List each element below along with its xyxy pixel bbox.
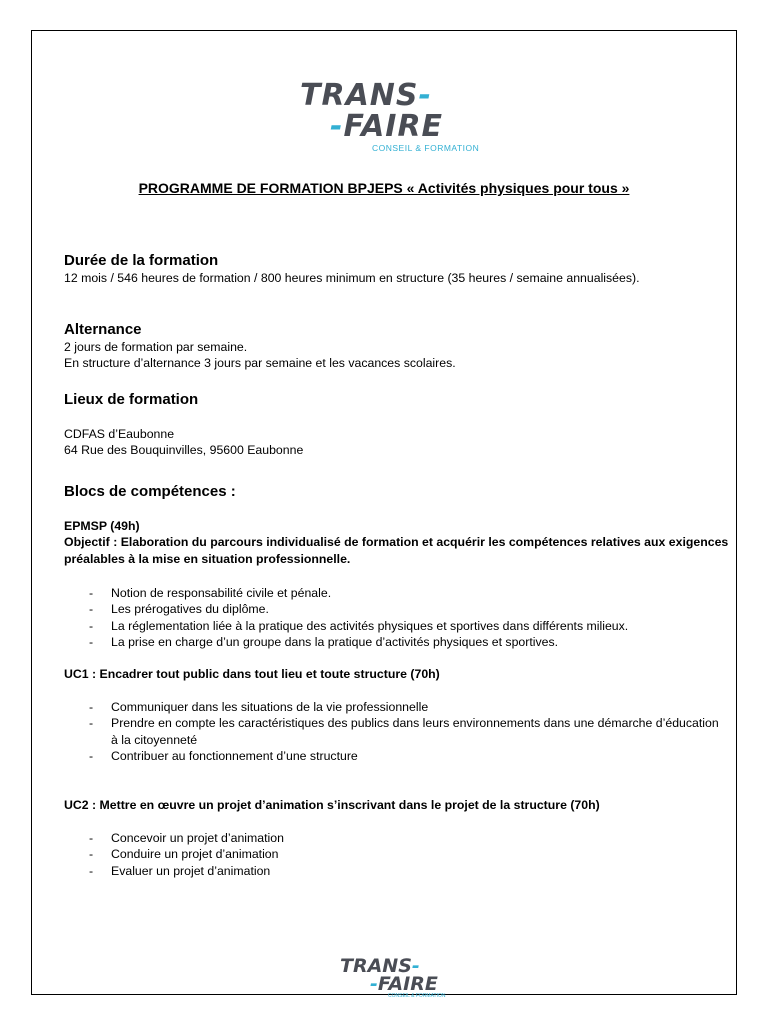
list-item: - Concevoir un projet d’animation (64, 830, 744, 846)
page-title: PROGRAMME DE FORMATION BPJEPS « Activités physiques pour tous » (138, 180, 630, 196)
list-item: - Contribuer au fonctionnement d’une structure (64, 748, 724, 764)
trans-faire-logo (300, 80, 479, 153)
section-lieux (64, 391, 744, 459)
alternance-heading: Alternance (64, 321, 142, 338)
trans-faire-footer-logo (340, 957, 446, 999)
uc2-list (64, 830, 744, 879)
list-item: - Communiquer dans les situations de la vie professionnelle (64, 699, 724, 715)
lieux-line: 64 Rue des Bouquinvilles, 95600 Eaubonne (64, 443, 304, 458)
logo-tagline: CONSEIL & FORMATION (372, 143, 480, 153)
list-item: - Evaluer un projet d’animation (64, 863, 744, 879)
lieux-line: CDFAS d’Eaubonne (64, 427, 175, 441)
section-duree (64, 252, 744, 286)
list-item: - La prise en charge d’un groupe dans la pratique d’activités physiques et sportives. (64, 634, 744, 650)
uc2-block (64, 797, 744, 813)
list-item: - Conduire un projet d’animation (64, 846, 744, 862)
list-item: - Notion de responsabilité civile et pénale. (64, 585, 744, 601)
uc1-title: UC1 : Encadrer tout public dans tout lieu et toute structure (70h) (64, 667, 440, 681)
lieux-heading: Lieux de formation (64, 391, 199, 408)
section-alternance (64, 321, 744, 372)
epmsp-title: EPMSP (49h) (64, 519, 140, 533)
uc1-list (64, 699, 724, 765)
blocs-heading: Blocs de compétences : (64, 483, 236, 500)
list-item: - Prendre en compte les caractéristiques des publics dans leurs environnements dans une démarche d’éducation à la citoyenneté (64, 715, 724, 748)
alternance-line: En structure d’alternance 3 jours par semaine et les vacances scolaires. (64, 356, 456, 371)
epmsp-list (64, 585, 744, 651)
alternance-line: 2 jours de formation par semaine. (64, 340, 248, 354)
footer-logo-tagline: CONSEIL & FORMATION (388, 993, 446, 999)
duree-heading: Durée de la formation (64, 252, 219, 269)
list-item: - La réglementation liée à la pratique des activités physiques et sportives dans différents milieux. (64, 618, 744, 634)
logo-line-2: -FAIRE (330, 109, 444, 144)
section-blocs (64, 483, 744, 501)
logo-line-1: TRANS- (300, 78, 432, 113)
epmsp-objectif: Objectif : Elaboration du parcours individualisé de formation et acquérir les compétences relatives aux exigences préalables à la mise en situation professionnelle. (64, 535, 729, 566)
list-item: - Les prérogatives du diplôme. (64, 601, 744, 617)
epmsp-block (64, 518, 744, 567)
uc1-block (64, 666, 744, 682)
footer-logo-line-1: TRANS- (340, 955, 420, 977)
uc2-title: UC2 : Mettre en œuvre un projet d’animation s’inscrivant dans le projet de la structure (70h) (64, 798, 600, 812)
footer-logo-line-2: -FAIRE (370, 973, 438, 995)
duree-text: 12 mois / 546 heures de formation / 800 heures minimum en structure (35 heures / semaine annualisées). (64, 271, 640, 285)
